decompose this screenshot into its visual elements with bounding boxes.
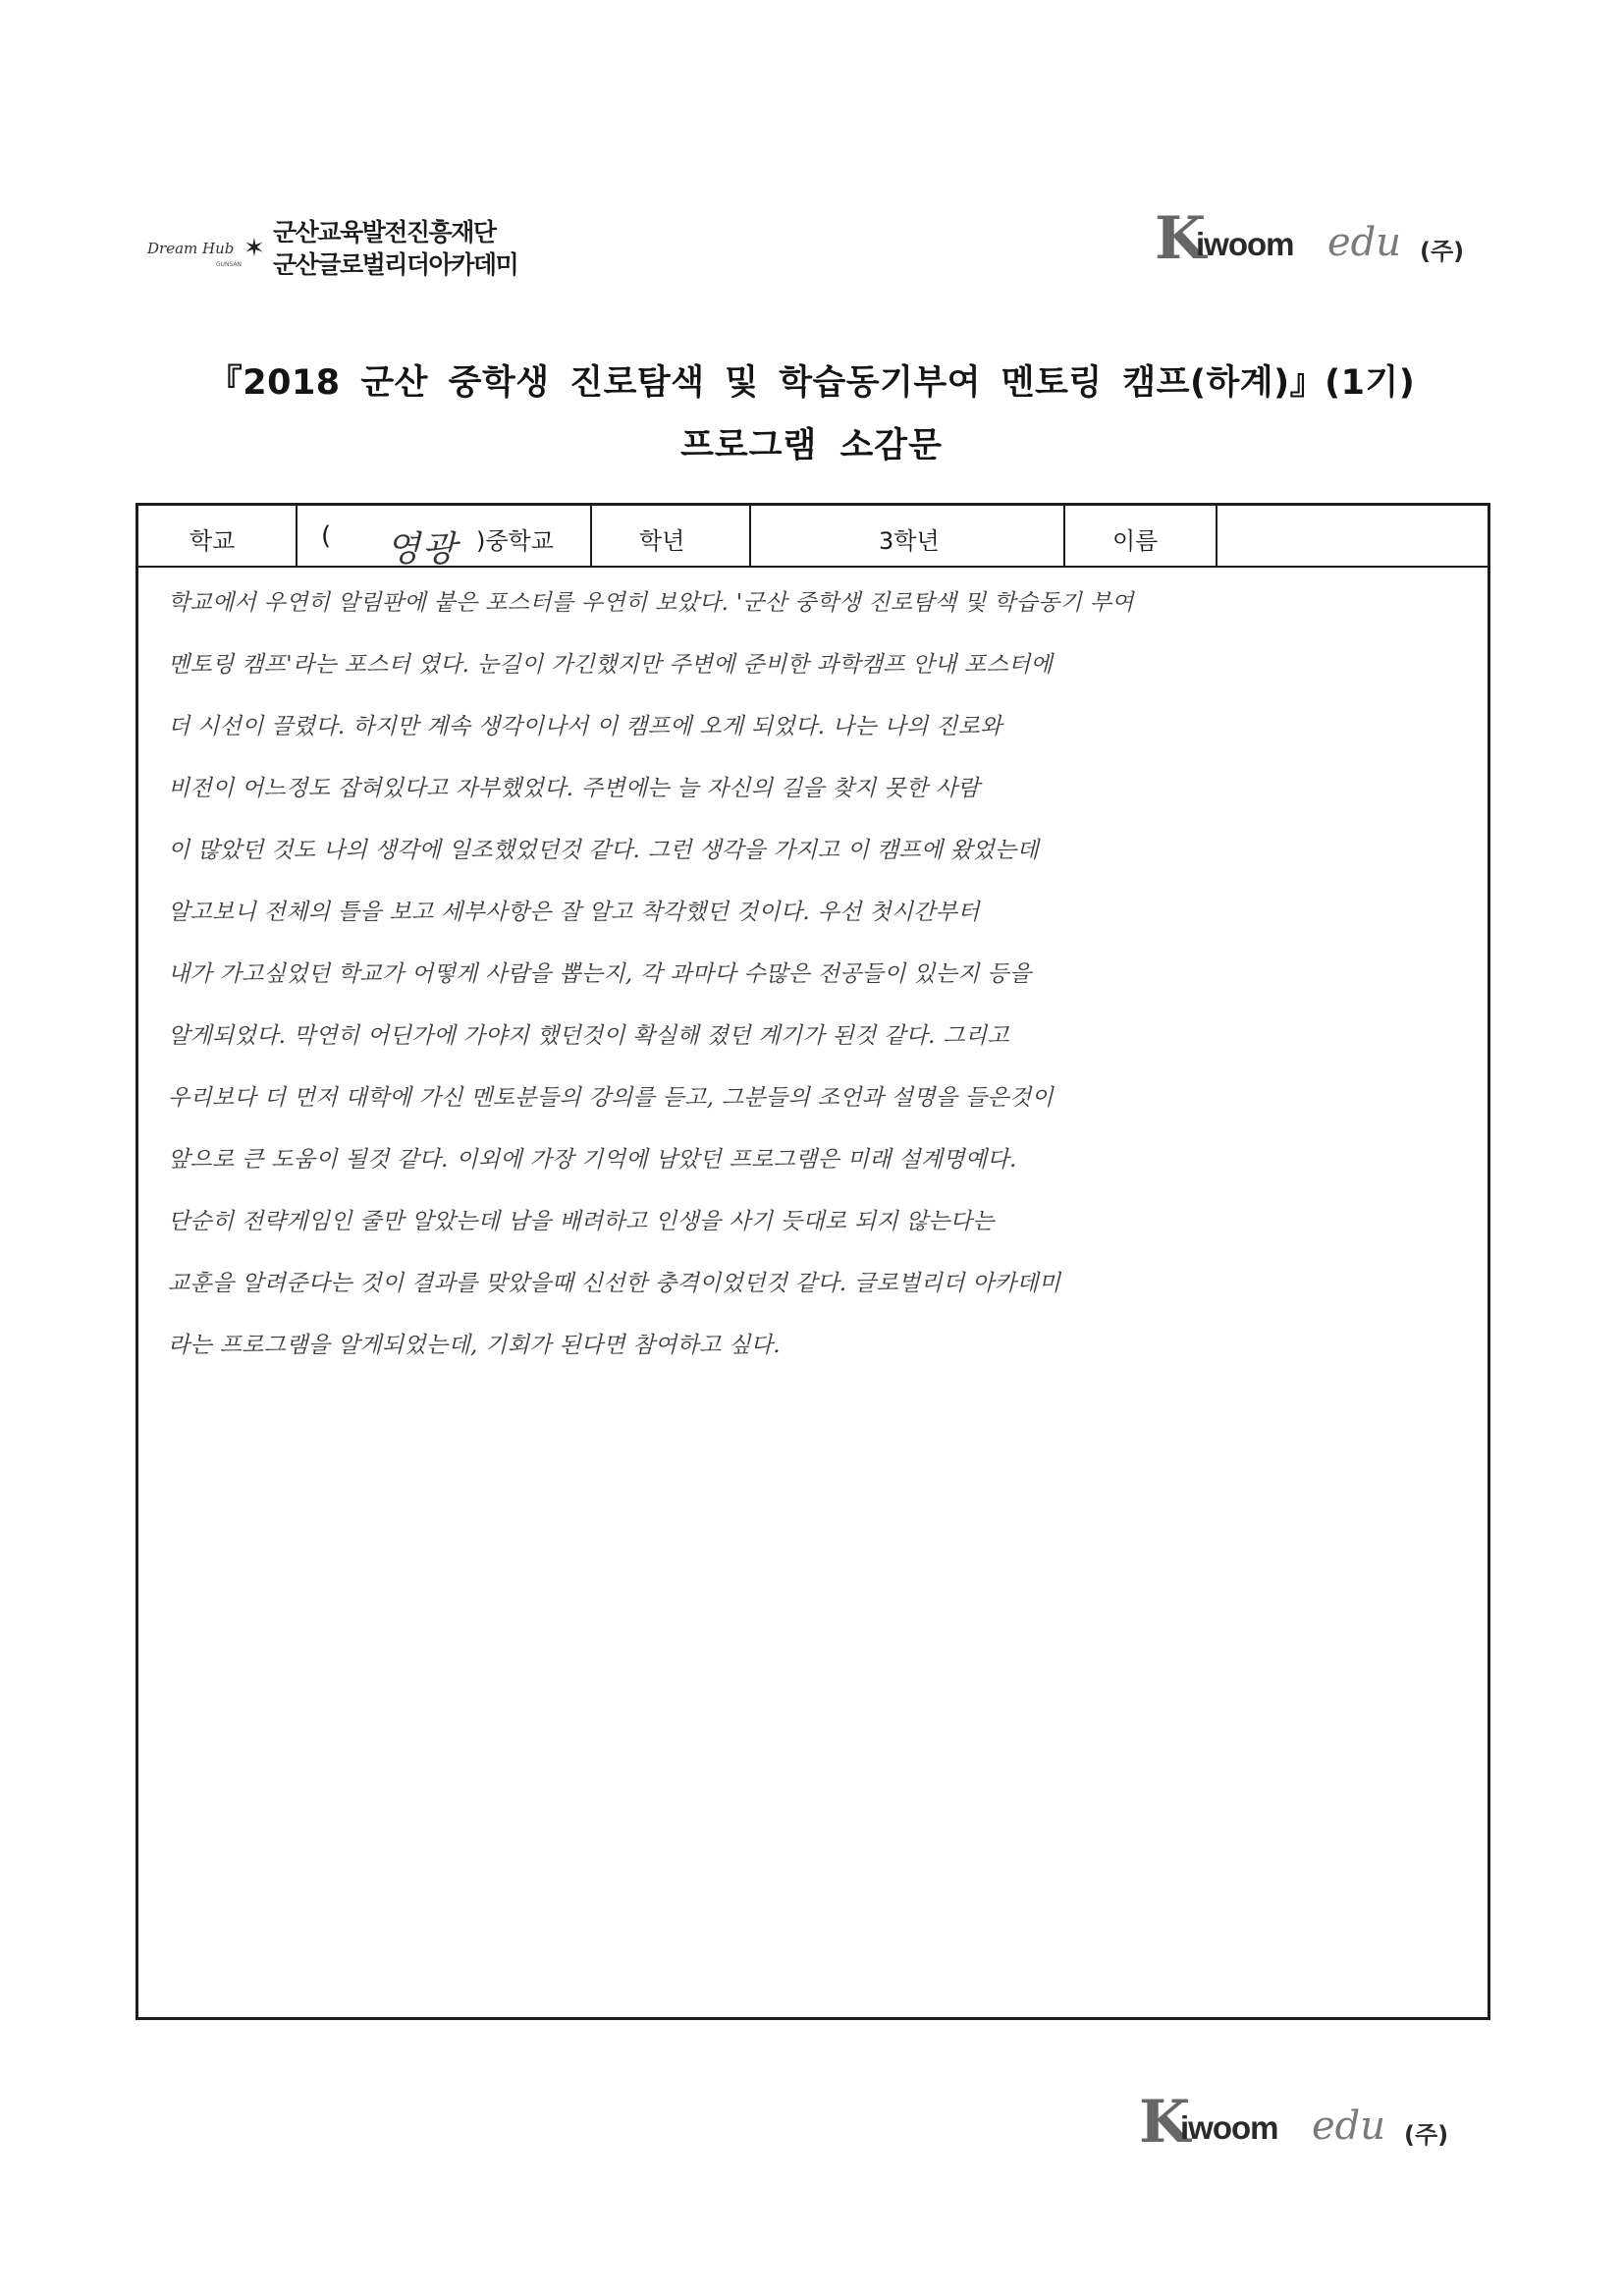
- kiwoom-logo-top: [1155, 206, 1488, 275]
- school-value-cell: [298, 506, 592, 570]
- essay-line: 비전이 어느정도 잡혀있다고 자부했었다. 주변에는 늘 자신의 길을 찾지 못한 사람: [168, 776, 980, 801]
- essay-line: 알고보니 전체의 틀을 보고 세부사항은 잘 알고 착각했던 것이다. 우선 첫시간부터: [168, 900, 980, 925]
- document-title: 『2018 군산 중학생 진로탐색 및 학습동기부여 멘토링 캠프(하계)』(1기): [207, 363, 1416, 403]
- essay-line: 앞으로 큰 도움이 될것 같다. 이외에 가장 기억에 남았던 프로그램은 미래 설계명예다.: [168, 1147, 1017, 1173]
- essay-line: 우리보다 더 먼저 대학에 가신 멘토분들의 강의를 듣고, 그분들의 조언과 설명을 들은것이: [168, 1085, 1054, 1111]
- kiwoom-edu: edu: [1312, 2104, 1386, 2149]
- school-suffix: )중학교: [476, 527, 554, 555]
- essay-line: 단순히 전략게임인 줄만 알았는데 남을 배려하고 인생을 사기 듯대로 되지 않는다는: [168, 1209, 995, 1234]
- kiwoom-suffix: (주): [1404, 2121, 1449, 2149]
- essay-line: 이 많았던 것도 나의 생각에 일조했었던것 같다. 그런 생각을 가지고 이 캠프에 왔었는데: [168, 838, 1040, 863]
- foundation-name-1: 군산교육발전진흥재단: [273, 218, 496, 246]
- school-label: 학교: [189, 527, 236, 555]
- dreamhub-script: Dream Hub: [147, 240, 235, 257]
- grade-label-cell: [592, 506, 751, 566]
- star-icon: ✶: [243, 234, 265, 263]
- school-name-handwritten: 영광: [386, 529, 459, 570]
- grade-value: 3학년: [879, 527, 940, 555]
- kiwoom-suffix: (주): [1420, 238, 1465, 265]
- grade-label: 학년: [639, 527, 685, 555]
- essay-line: 교훈을 알려준다는 것이 결과를 맞았을때 신선한 충격이었던것 같다. 글로벌리더 아카데미: [168, 1271, 1061, 1296]
- name-label: 이름: [1112, 527, 1159, 555]
- foundation-logo: [147, 214, 540, 291]
- dreamhub-logo: [147, 234, 263, 273]
- essay-line: 내가 가고싶었던 학교가 어떻게 사람을 뽑는지, 각 과마다 수많은 전공들이 있는지 등을: [168, 961, 1032, 987]
- school-prefix: (: [321, 521, 332, 551]
- essay-line: 알게되었다. 막연히 어딘가에 가야지 했던것이 확실해 졌던 계기가 된것 같다. 그리고: [168, 1023, 1009, 1049]
- kiwoom-k: K: [1155, 204, 1207, 273]
- foundation-name-2: 군산글로벌리더아카데미: [273, 250, 518, 279]
- essay-body: [168, 573, 1454, 1377]
- name-label-cell: [1065, 506, 1217, 566]
- kiwoom-edu: edu: [1327, 220, 1402, 265]
- kiwoom-word: iwoom: [1180, 2109, 1278, 2146]
- foundation-names: [273, 216, 517, 281]
- school-label-cell: [138, 506, 298, 566]
- essay-form: [135, 503, 1490, 2020]
- kiwoom-k: K: [1139, 2088, 1191, 2157]
- document-subtitle: 프로그램 소감문: [680, 426, 943, 465]
- grade-value-cell: [751, 506, 1065, 566]
- kiwoom-word: iwoom: [1196, 226, 1294, 262]
- essay-line: 멘토링 캠프'라는 포스터 였다. 눈길이 가긴했지만 주변에 준비한 과학캠프 안내 포스터에: [168, 652, 1053, 678]
- kiwoom-logo-bottom: [1139, 2090, 1473, 2159]
- student-info-row: [138, 506, 1488, 568]
- name-value-cell: [1217, 506, 1488, 566]
- essay-line: 라는 프로그램을 알게되었는데, 기회가 된다면 참여하고 싶다.: [168, 1333, 781, 1358]
- essay-line: 더 시선이 끌렸다. 하지만 계속 생각이나서 이 캠프에 오게 되었다. 나는 나의 진로와: [168, 714, 1002, 739]
- essay-line: 학교에서 우연히 알림판에 붙은 포스터를 우연히 보았다. '군산 중학생 진로탐색 및 학습동기 부여: [168, 590, 1134, 616]
- dreamhub-subscript: GUNSAN: [216, 261, 243, 268]
